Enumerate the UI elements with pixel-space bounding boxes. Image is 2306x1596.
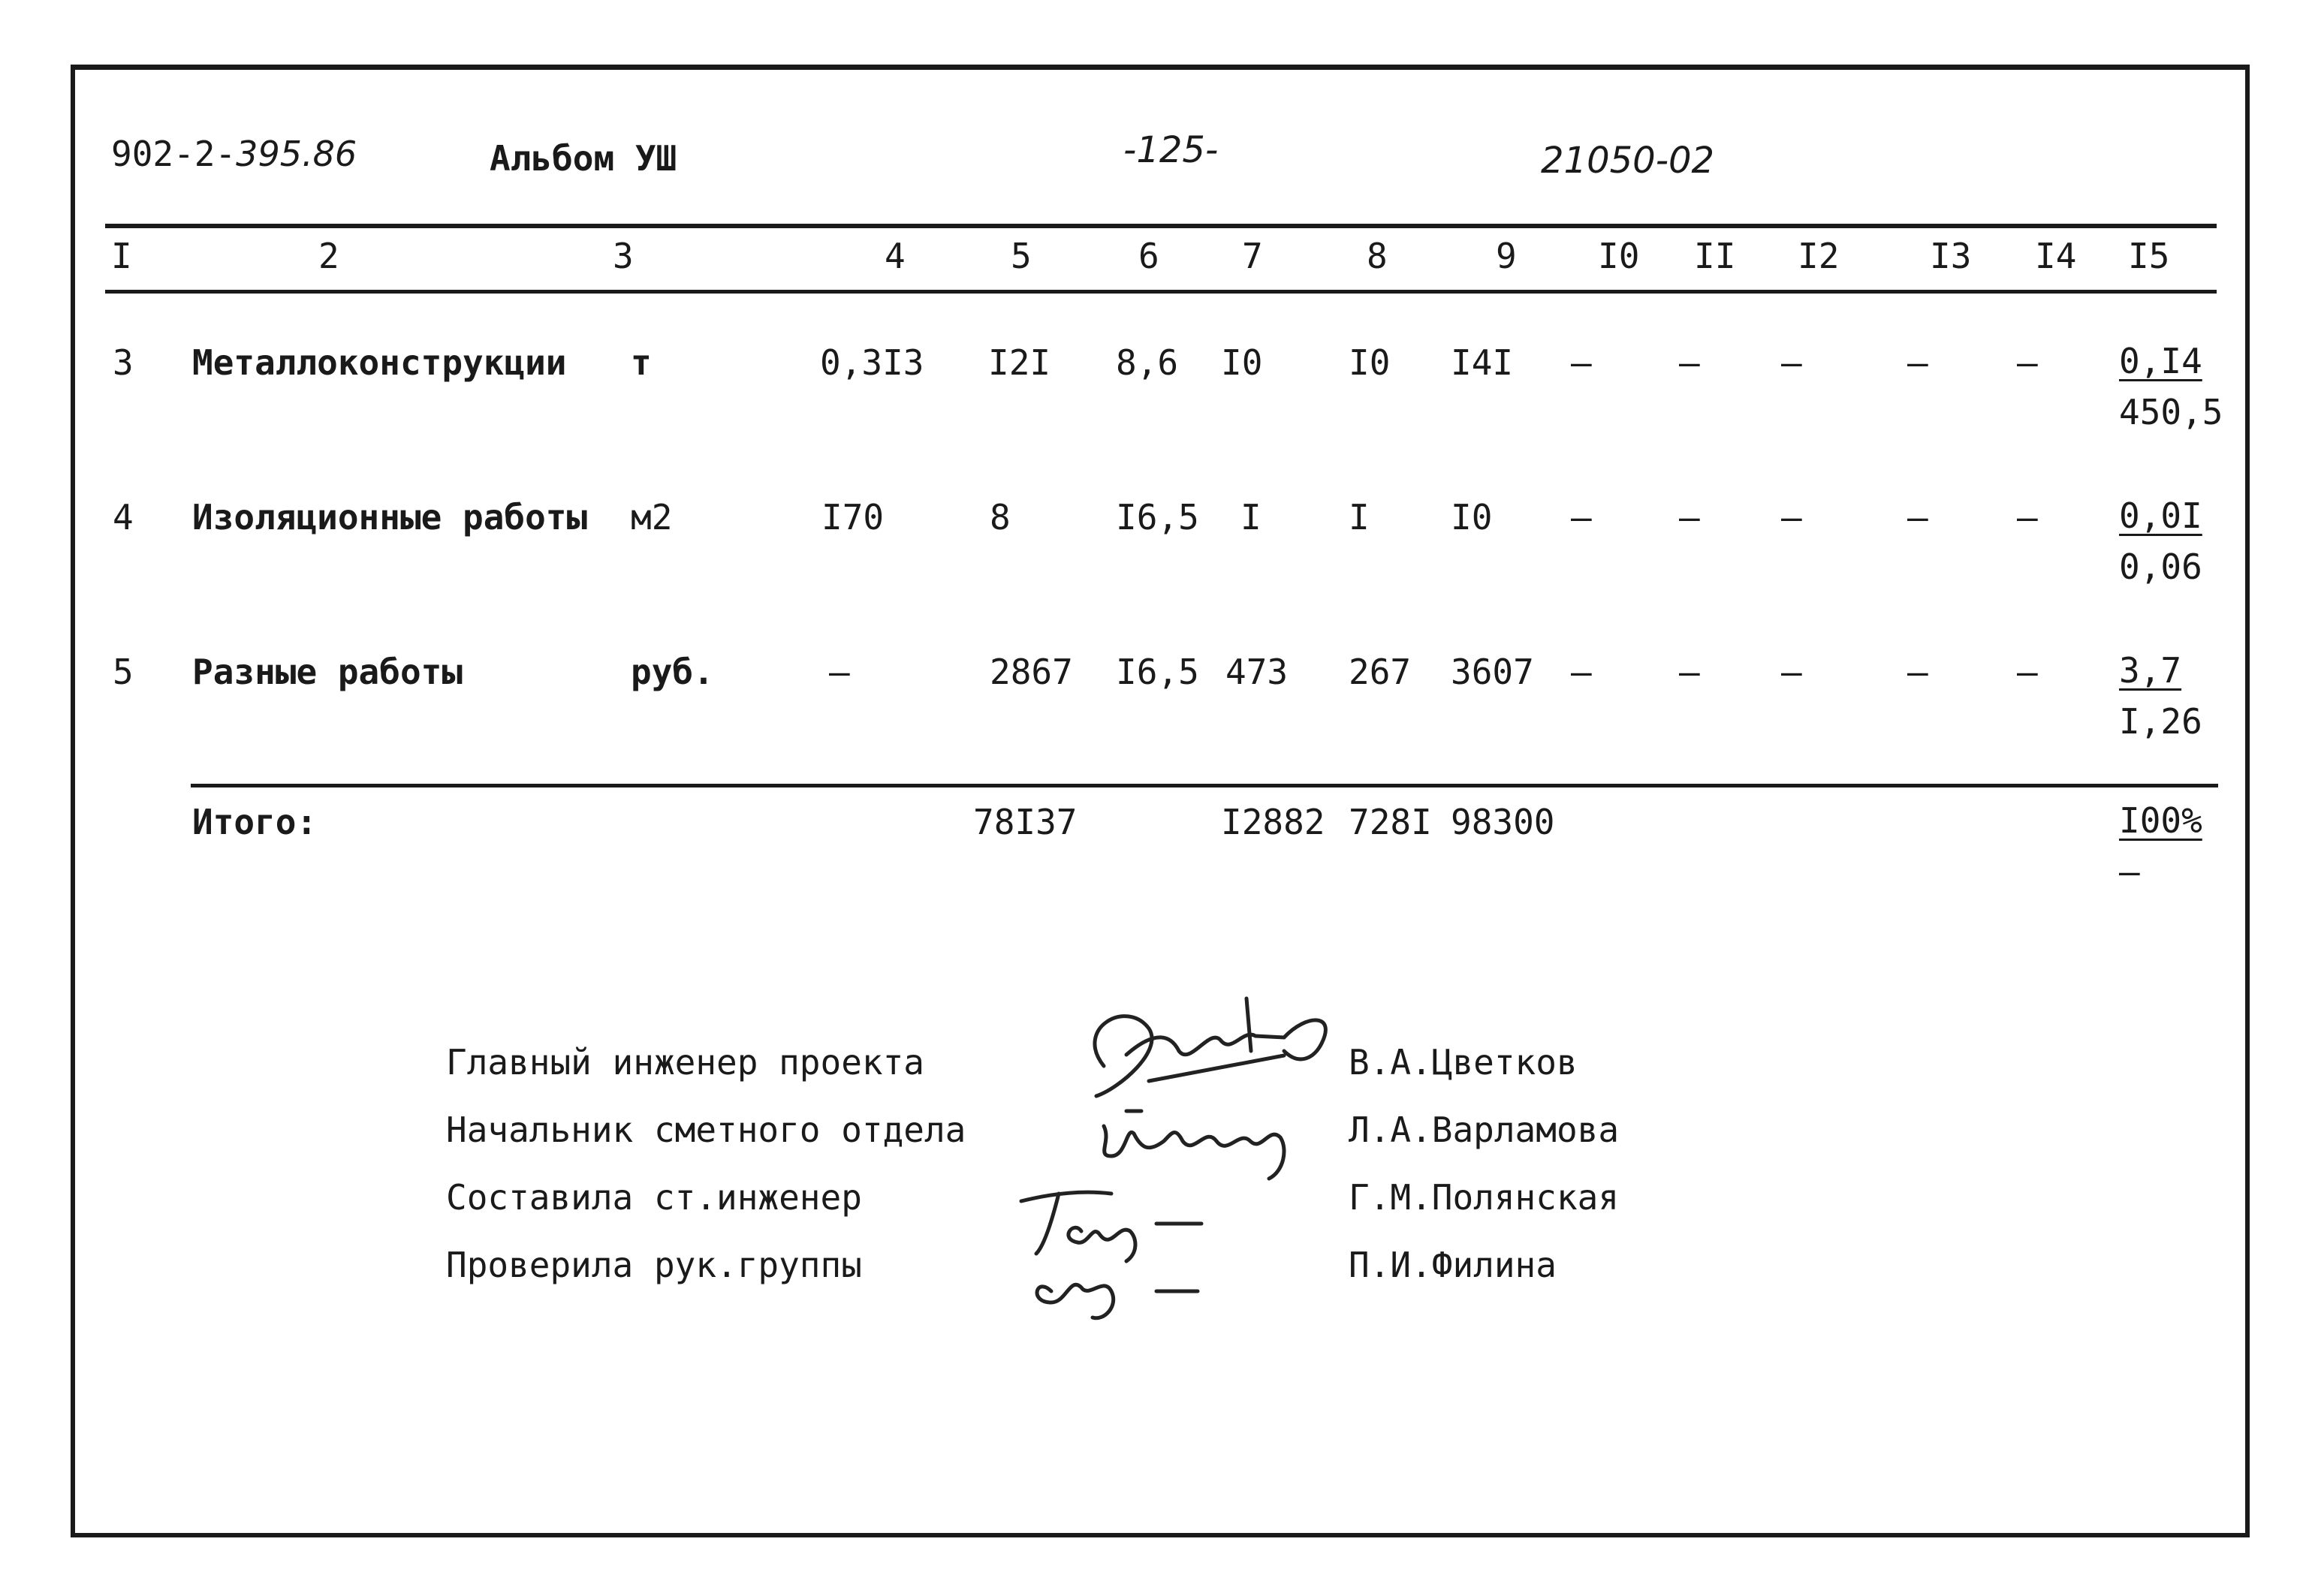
- cell-c8: I0: [1349, 342, 1391, 383]
- col-header: 7: [1242, 236, 1263, 276]
- header-rule-bottom: [105, 290, 2217, 294]
- cell-c8: 267: [1349, 652, 1412, 692]
- cell-c13: –: [1907, 342, 1928, 383]
- cell-c5: 8: [990, 497, 1011, 538]
- total-c5: 78I37: [973, 802, 1078, 842]
- cell-c6: 8,6: [1116, 342, 1179, 383]
- cell-c15-top: 0,0I: [2119, 495, 2202, 536]
- handwritten-signature-3: [1006, 1179, 1231, 1329]
- signature-role: Составила ст.инженер: [446, 1177, 862, 1218]
- cell-c9: I4I: [1451, 342, 1514, 383]
- cell-c12: –: [1781, 497, 1802, 538]
- col-header: 3: [613, 236, 634, 276]
- cell-c4: I70: [821, 497, 885, 538]
- cell-c11: –: [1679, 342, 1700, 383]
- col-header: I0: [1598, 236, 1640, 276]
- col-header: 6: [1138, 236, 1159, 276]
- signature-role: Проверила рук.группы: [446, 1245, 862, 1285]
- cell-c8: I: [1349, 497, 1370, 538]
- cell-c15-top: 0,I4: [2119, 341, 2202, 381]
- signature-role: Главный инженер проекта: [446, 1042, 924, 1083]
- page-number: -125-: [1123, 129, 1219, 171]
- album-label: Альбом УШ: [490, 138, 677, 179]
- col-header: 2: [318, 236, 339, 276]
- col-header: 4: [885, 236, 906, 276]
- cell-c11: –: [1679, 652, 1700, 692]
- cell-c5: I2I: [988, 342, 1051, 383]
- col-header: 9: [1496, 236, 1517, 276]
- cell-c4: 0,3I3: [820, 342, 924, 383]
- total-label: Итого:: [192, 802, 318, 842]
- cell-c7: 473: [1225, 652, 1289, 692]
- handwritten-signature-1: [1059, 983, 1344, 1111]
- cell-c5: 2867: [990, 652, 1073, 692]
- cell-c15-bottom: 0,06: [2119, 547, 2202, 587]
- col-header: I: [111, 236, 132, 276]
- cell-c7: I0: [1221, 342, 1263, 383]
- row-number: 4: [113, 497, 134, 538]
- col-header: 8: [1367, 236, 1388, 276]
- cell-c6: I6,5: [1116, 652, 1199, 692]
- total-c15-top: I00%: [2119, 800, 2202, 841]
- row-number: 5: [113, 652, 134, 692]
- doc-number-suffix: 395.86: [236, 134, 357, 174]
- cell-c14: –: [2017, 652, 2038, 692]
- col-header: II: [1694, 236, 1736, 276]
- project-code: 21050-02: [1541, 140, 1715, 182]
- cell-c15-top: 3,7: [2119, 650, 2182, 691]
- cell-c10: –: [1571, 652, 1592, 692]
- col-header: I5: [2128, 236, 2170, 276]
- doc-number: [111, 134, 357, 174]
- cell-c12: –: [1781, 342, 1802, 383]
- total-c8: 728I: [1349, 802, 1432, 842]
- total-rule: [191, 784, 2218, 787]
- total-c7: I2882: [1221, 802, 1325, 842]
- cell-c10: –: [1571, 497, 1592, 538]
- cell-c15-bottom: I,26: [2119, 701, 2202, 742]
- col-header: I2: [1798, 236, 1840, 276]
- cell-c9: 3607: [1451, 652, 1534, 692]
- cell-c15-bottom: 450,5: [2119, 392, 2223, 432]
- cell-c13: –: [1907, 497, 1928, 538]
- total-c15-bottom: –: [2119, 851, 2140, 892]
- cell-c13: –: [1907, 652, 1928, 692]
- cell-c12: –: [1781, 652, 1802, 692]
- row-unit: т: [631, 342, 652, 383]
- row-unit: м2: [631, 497, 673, 538]
- total-c9: 98300: [1451, 802, 1555, 842]
- cell-c7: I: [1240, 497, 1262, 538]
- row-number: 3: [113, 342, 134, 383]
- header-rule-top: [105, 224, 2217, 228]
- cell-c4: –: [829, 652, 850, 692]
- cell-c11: –: [1679, 497, 1700, 538]
- signature-role: Начальник сметного отдела: [446, 1110, 966, 1150]
- col-header: 5: [1011, 236, 1032, 276]
- cell-c10: –: [1571, 342, 1592, 383]
- signature-name: В.А.Цветков: [1349, 1042, 1578, 1083]
- signature-name: Г.М.Полянская: [1349, 1177, 1620, 1218]
- signature-name: П.И.Филина: [1349, 1245, 1557, 1285]
- row-name: Изоляционные работы: [192, 497, 588, 538]
- cell-c9: I0: [1451, 497, 1493, 538]
- signature-name: Л.А.Варламова: [1349, 1110, 1620, 1150]
- col-header: I3: [1930, 236, 1972, 276]
- row-name: Разные работы: [192, 652, 463, 692]
- cell-c14: –: [2017, 497, 2038, 538]
- row-name: Металлоконструкции: [192, 342, 567, 383]
- handwritten-signature-2: [1081, 1096, 1322, 1186]
- doc-number-prefix: 902-2-: [111, 134, 237, 174]
- col-header: I4: [2035, 236, 2077, 276]
- cell-c14: –: [2017, 342, 2038, 383]
- row-unit: руб.: [631, 652, 714, 692]
- cell-c6: I6,5: [1116, 497, 1199, 538]
